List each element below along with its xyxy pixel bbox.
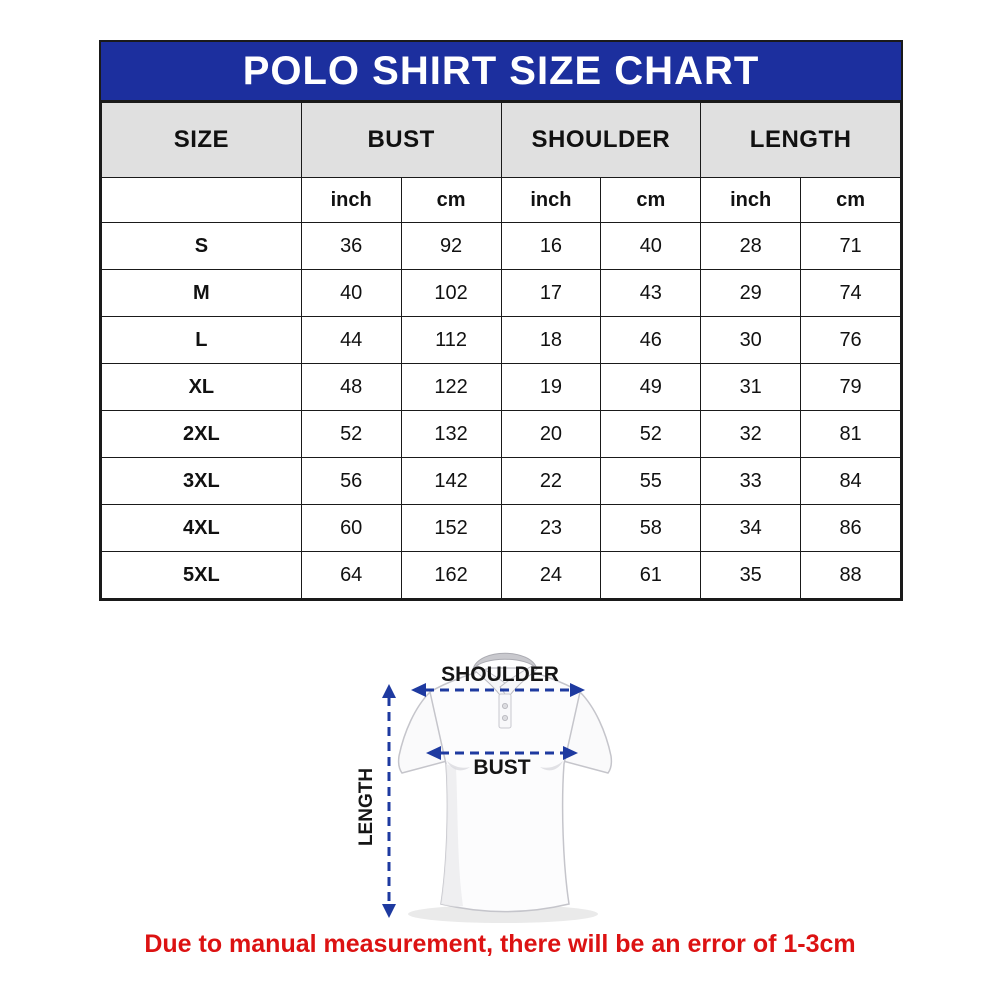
value-cell: 84 xyxy=(801,458,901,505)
length-arrow xyxy=(356,684,396,918)
unit-cell: cm xyxy=(401,178,501,223)
arrowhead-left-icon xyxy=(411,683,426,697)
unit-cell: inch xyxy=(501,178,601,223)
size-cell: L xyxy=(102,317,302,364)
table-row xyxy=(102,317,901,364)
measurement-note: Due to manual measurement, there will be an error of 1-3cm xyxy=(144,930,856,958)
value-cell: 40 xyxy=(601,223,701,270)
value-cell: 49 xyxy=(601,364,701,411)
value-cell: 152 xyxy=(401,505,501,552)
value-cell: 40 xyxy=(301,270,401,317)
header-row xyxy=(102,103,901,178)
value-cell: 55 xyxy=(601,458,701,505)
value-cell: 86 xyxy=(801,505,901,552)
value-cell: 58 xyxy=(601,505,701,552)
table-row xyxy=(102,411,901,458)
size-chart-table xyxy=(99,40,903,601)
table-row xyxy=(102,458,901,505)
value-cell: 28 xyxy=(701,223,801,270)
size-cell: 3XL xyxy=(102,458,302,505)
value-cell: 48 xyxy=(301,364,401,411)
value-cell: 162 xyxy=(401,552,501,599)
value-cell: 33 xyxy=(701,458,801,505)
value-cell: 79 xyxy=(801,364,901,411)
table-row xyxy=(102,505,901,552)
value-cell: 36 xyxy=(301,223,401,270)
value-cell: 81 xyxy=(801,411,901,458)
value-cell: 92 xyxy=(401,223,501,270)
value-cell: 35 xyxy=(701,552,801,599)
measurements-table xyxy=(101,102,901,599)
table-row xyxy=(102,552,901,599)
header-size: SIZE xyxy=(102,103,302,178)
value-cell: 102 xyxy=(401,270,501,317)
value-cell: 88 xyxy=(801,552,901,599)
value-cell: 19 xyxy=(501,364,601,411)
table-row xyxy=(102,270,901,317)
chart-title: POLO SHIRT SIZE CHART xyxy=(101,42,901,102)
value-cell: 43 xyxy=(601,270,701,317)
header-bust: BUST xyxy=(301,103,501,178)
value-cell: 61 xyxy=(601,552,701,599)
value-cell: 30 xyxy=(701,317,801,364)
value-cell: 46 xyxy=(601,317,701,364)
value-cell: 52 xyxy=(601,411,701,458)
value-cell: 29 xyxy=(701,270,801,317)
table-row xyxy=(102,364,901,411)
unit-empty-cell xyxy=(102,178,302,223)
size-cell: S xyxy=(102,223,302,270)
bust-label: BUST xyxy=(473,756,531,779)
button xyxy=(502,703,507,708)
polo-shirt-diagram xyxy=(350,640,650,945)
size-cell: XL xyxy=(102,364,302,411)
value-cell: 22 xyxy=(501,458,601,505)
value-cell: 32 xyxy=(701,411,801,458)
value-cell: 18 xyxy=(501,317,601,364)
placket xyxy=(499,694,511,728)
value-cell: 44 xyxy=(301,317,401,364)
value-cell: 17 xyxy=(501,270,601,317)
size-cell: 2XL xyxy=(102,411,302,458)
value-cell: 122 xyxy=(401,364,501,411)
unit-cell: inch xyxy=(301,178,401,223)
size-cell: 4XL xyxy=(102,505,302,552)
value-cell: 60 xyxy=(301,505,401,552)
value-cell: 132 xyxy=(401,411,501,458)
unit-cell: inch xyxy=(701,178,801,223)
value-cell: 74 xyxy=(801,270,901,317)
header-shoulder: SHOULDER xyxy=(501,103,701,178)
header-length: LENGTH xyxy=(701,103,901,178)
button xyxy=(502,715,507,720)
value-cell: 142 xyxy=(401,458,501,505)
length-label: LENGTH xyxy=(356,767,377,847)
size-cell: M xyxy=(102,270,302,317)
size-cell: 5XL xyxy=(102,552,302,599)
arrowhead-up-icon xyxy=(382,684,396,698)
unit-cell: cm xyxy=(601,178,701,223)
shoulder-label: SHOULDER xyxy=(441,663,559,686)
unit-cell: cm xyxy=(801,178,901,223)
table-row xyxy=(102,223,901,270)
arrowhead-down-icon xyxy=(382,904,396,918)
unit-row xyxy=(102,178,901,223)
value-cell: 52 xyxy=(301,411,401,458)
value-cell: 23 xyxy=(501,505,601,552)
value-cell: 64 xyxy=(301,552,401,599)
value-cell: 16 xyxy=(501,223,601,270)
value-cell: 31 xyxy=(701,364,801,411)
value-cell: 20 xyxy=(501,411,601,458)
value-cell: 34 xyxy=(701,505,801,552)
value-cell: 76 xyxy=(801,317,901,364)
value-cell: 24 xyxy=(501,552,601,599)
value-cell: 112 xyxy=(401,317,501,364)
value-cell: 71 xyxy=(801,223,901,270)
value-cell: 56 xyxy=(301,458,401,505)
